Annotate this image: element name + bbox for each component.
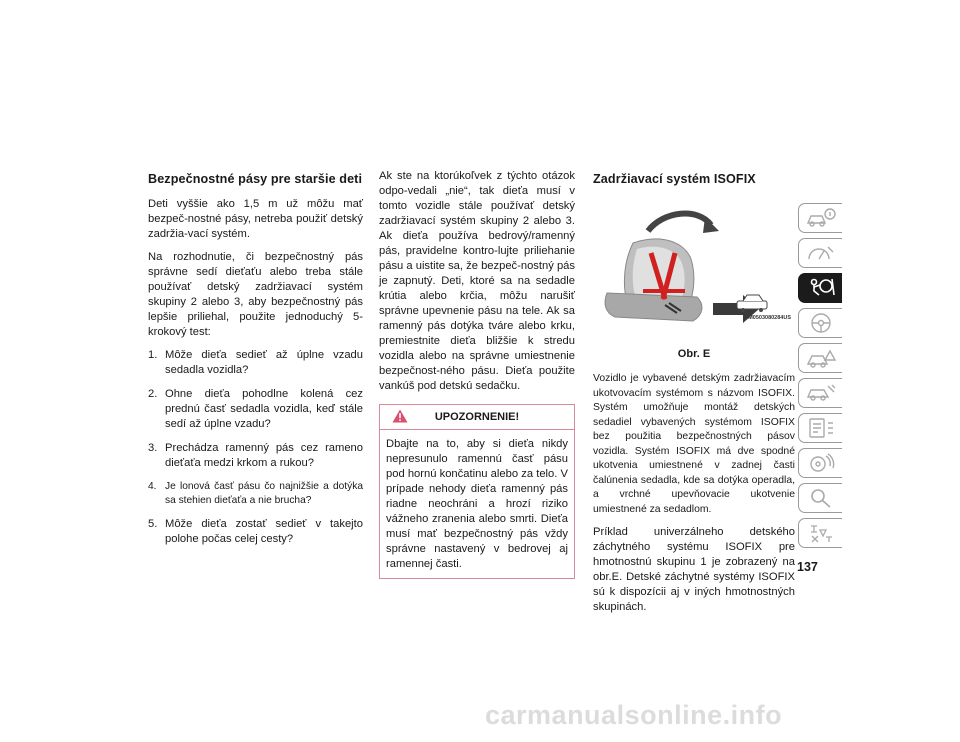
list-item: 5. Môže dieťa zostať sedieť v takejto polohe počas celej cesty?: [148, 518, 363, 545]
middle-column: [379, 169, 575, 579]
paragraph: Ak ste na ktorúkoľvek z týchto otázok odpo-vedali „nie“, tak dieťa musí v tomto vozidle stále používať detský zadržiavací systém skupiny 2 alebo 3. Ak dieťa používa bedrový/ramenný pás, pravidelne kontro-lujte priliehanie pásu a uistite sa, že bezpeč-nostný pás je zapnutý. Deti, ktoré sa na sedadle krútia alebo krčia, môžu narušiť správne upevnenie pásu na tele. Ak sa ramenný pás dotýka tváre alebo krku, premiestnite dieťa bližšie k stredu vozidla alebo na správne umiestnenie bezpečnost-ného pásu. Dieťa použite vankúš pod detskú sedačku.: [379, 170, 575, 392]
section-heading-isofix: Zadržiavací systém ISOFIX: [593, 172, 756, 186]
page-number: 137: [797, 560, 818, 574]
chapter-tab-driving[interactable]: [798, 308, 842, 338]
warning-box: [379, 404, 575, 579]
steering-wheel-icon: [806, 312, 836, 334]
left-column: [148, 172, 363, 556]
chapter-tab-emergency[interactable]: [798, 343, 842, 373]
maintenance-schedule-icon: [806, 417, 836, 439]
watermark: carmanualsonline.info: [485, 700, 783, 730]
list-item: 2. Ohne dieťa pohodlne kolená cez prednú časť sedadla vozidla, keď stále sedí až úplne vzadu?: [148, 388, 363, 430]
airbag-safety-icon: [806, 277, 836, 299]
chapter-tab-safety[interactable]: [798, 273, 842, 303]
multimedia-icon: [806, 452, 836, 474]
language-icon: [806, 522, 836, 544]
warning-title: UPOZORNENIE!: [434, 410, 520, 423]
chapter-tab-multimedia[interactable]: [798, 448, 842, 478]
warning-triangle-icon: [392, 409, 408, 423]
chapter-tab-languages[interactable]: [798, 518, 842, 548]
figure-caption: Obr. E: [677, 348, 711, 360]
chapter-tab-maintenance[interactable]: [798, 413, 842, 443]
right-column: [593, 172, 795, 623]
list-item: 3. Prechádza ramenný pás cez rameno dieťaťa medzi krkom a rukou?: [148, 442, 363, 469]
paragraph: Vozidlo je vybavené detským zadržiavacím ukotvovacím systémom s názvom ISOFIX. Systém umožňuje montáž detských sedadiel vybavených systémom ISOFIX bez použitia bezpečnostných pásov vozidla. Systém ISOFIX má dve spodné ukotvenia umiestnené v zadnej časti čalúnenia sedadla, kde sa dotýka operadla, a vrchné upevňovacie ukotvenie umiestnené za sedadlom.: [593, 373, 795, 515]
chapter-tab-service[interactable]: [798, 378, 842, 408]
paragraph: Na rozhodnutie, či bezpečnostný pás správne sedí dieťaťu alebo treba stále používať detský zadržiavací systém skupiny 2 alebo 3, aby bezpečnostný pás lepšie priliehal, použite jednoduchý 5-krokový test:: [148, 251, 363, 338]
warning-header: [380, 405, 574, 430]
figure-code: M0503080284US: [748, 315, 791, 321]
list-item: 4. Je lonová časť pásu čo najnižšie a dotýka sa stehien dieťaťa a nie brucha?: [148, 481, 363, 506]
dashboard-lights-icon: [806, 242, 836, 264]
paragraph: Príklad univerzálneho detského záchytného systému ISOFIX pre hmotnostnú skupinu 1 je zobrazený na obr.E. Detské záchytné systémy ISOFIX sú k dispozícii aj v iných hmotnostných skupinách.: [593, 526, 795, 613]
warning-text: Dbajte na to, aby si dieťa nikdy nepresunulo ramennú časť pásu pod hornú končatinu alebo za telo. V prípade nehody dieťa ramenný pás riadne neochráni a hrozí riziko vážneho zranenia alebo smrti. Dieťa musí mať bezpečnostný pás vždy správne nastavený v bedrovej aj ramennej časti.: [386, 438, 568, 570]
five-step-test-list: [148, 348, 363, 547]
car-service-icon: [806, 382, 836, 404]
paragraph: Deti vyššie ako 1,5 m už môžu mať bezpeč-nostné pásy, netreba použiť detský zadržia-vací systém.: [148, 198, 363, 240]
section-heading-older-children: Bezpečnostné pásy pre staršie deti: [148, 172, 363, 186]
chapter-tab-dashboard[interactable]: [798, 238, 842, 268]
list-item: 1. Môže dieťa sedieť až úplne vzadu sedadla vozidla?: [148, 349, 363, 376]
chapter-tab-car-info[interactable]: [798, 203, 842, 233]
car-info-icon: [806, 207, 836, 229]
roadside-emergency-icon: [806, 347, 836, 369]
chapter-tab-index[interactable]: [798, 483, 842, 513]
isofix-child-seat-illustration: [593, 203, 795, 343]
search-index-icon: [806, 487, 836, 509]
